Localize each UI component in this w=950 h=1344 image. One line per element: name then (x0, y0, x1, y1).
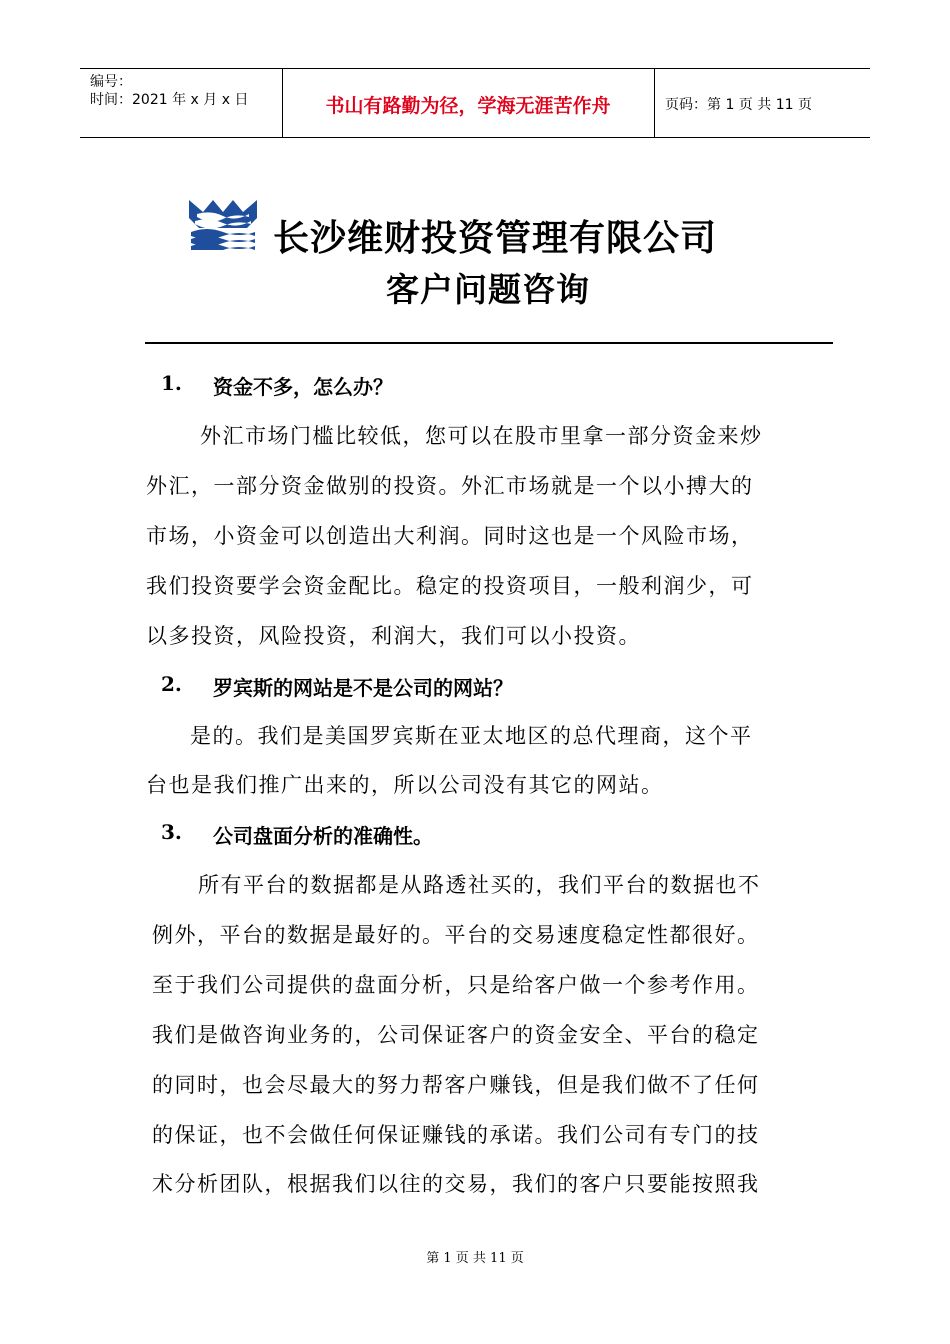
question-title: 资金不多，怎么办？ (213, 375, 393, 399)
answer-line: 所有平台的数据都是从路透社买的，我们平台的数据也不 (198, 873, 761, 897)
header-meta-cell (80, 69, 283, 137)
answer-line: 台也是我们推广出来的，所以公司没有其它的网站。 (146, 773, 664, 797)
answer-line: 市场，小资金可以创造出大利润。同时这也是一个风险市场， (146, 524, 754, 548)
header-motto-cell (282, 69, 655, 137)
answer-line: 的同时，也会尽最大的努力帮客户赚钱，但是我们做不了任何 (152, 1073, 760, 1097)
question-number: 3. (161, 820, 182, 844)
document-time-label: 时间：2021 年 x 月 x 日 (90, 92, 249, 108)
question-number: 1. (161, 371, 182, 395)
question-number: 2. (161, 672, 182, 696)
answer-line: 以多投资，风险投资，利润大，我们可以小投资。 (146, 624, 641, 648)
company-name: 长沙维财投资管理有限公司 (273, 218, 718, 259)
crown-wave-logo-icon (189, 198, 257, 250)
document-subtitle: 客户问题咨询 (386, 270, 590, 309)
page-footer: 第 1 页 共 11 页 (426, 1251, 524, 1266)
question-title: 公司盘面分析的准确性。 (213, 824, 433, 848)
answer-line: 外汇市场门槛比较低，您可以在股市里拿一部分资金来炒 (200, 424, 763, 448)
answer-line: 外汇，一部分资金做别的投资。外汇市场就是一个以小搏大的 (146, 474, 754, 498)
title-divider (145, 342, 833, 344)
answer-line: 术分析团队，根据我们以往的交易，我们的客户只要能按照我 (152, 1172, 760, 1196)
answer-line: 例外，平台的数据是最好的。平台的交易速度稳定性都很好。 (152, 923, 760, 947)
answer-line: 至于我们公司提供的盘面分析，只是给客户做一个参考作用。 (152, 973, 760, 997)
answer-line: 是的。我们是美国罗宾斯在亚太地区的总代理商，这个平 (190, 724, 753, 748)
answer-line: 我们投资要学会资金配比。稳定的投资项目，一般利润少，可 (146, 574, 754, 598)
header-table (80, 68, 870, 138)
page-info: 页码：第 1 页 共 11 页 (665, 97, 812, 113)
question-title: 罗宾斯的网站是不是公司的网站？ (213, 676, 513, 700)
motto-text: 书山有路勤为径，学海无涯苦作舟 (325, 95, 611, 117)
document-number-label: 编号： (90, 74, 132, 90)
header-page-cell (655, 69, 870, 137)
answer-line: 的保证，也不会做任何保证赚钱的承诺。我们公司有专门的技 (152, 1123, 760, 1147)
answer-line: 我们是做咨询业务的，公司保证客户的资金安全、平台的稳定 (152, 1023, 760, 1047)
